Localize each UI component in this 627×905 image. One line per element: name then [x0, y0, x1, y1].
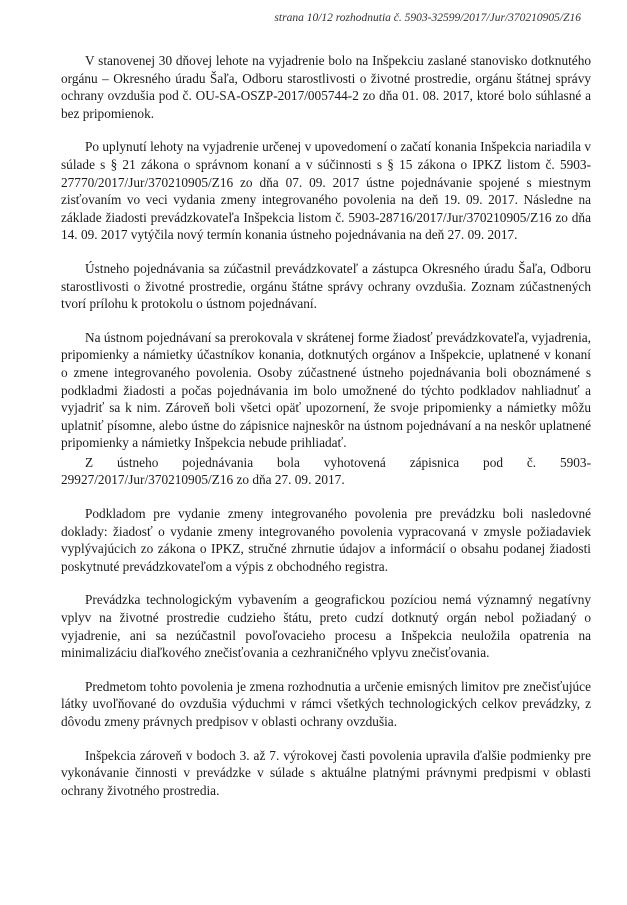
paragraph-additional-conditions: Inšpekcia zároveň v bodoch 3. až 7. výrokovej časti povolenia upravila ďalšie podmienky pre vykonávanie činnosti v prevádzke v súlade s aktuálne platnými právnymi predpismi v oblasti ochrany životného prostredia.: [61, 747, 591, 798]
paragraph-hearing-record: Z ústneho pojednávania bola vyhotovená zápisnica pod č. 5903-29927/2017/Jur/370210905/Z16 zo dňa 27. 09. 2017.: [61, 454, 591, 488]
page-header-reference: strana 10/12 rozhodnutia č. 5903-32599/2017/Jur/370210905/Z16: [274, 12, 581, 24]
paragraph-statement-received: V stanovenej 30 dňovej lehote na vyjadrenie bolo na Inšpekciu zaslané stanovisko dotknutého orgánu – Okresného úradu Šaľa, Odboru starostlivosti o životné prostredie, orgánu štátnej správy ochrany ovzdušia pod č. OU-SA-OSZP-2017/005744-2 zo dňa 01. 08. 2017, ktoré bolo súhlasné a bez pripomienok.: [61, 53, 591, 121]
paragraph-permit-subject: Predmetom tohto povolenia je zmena rozhodnutia a určenie emisných limitov pre znečisťujúce látky uvoľňované do ovzdušia výduchmi v rámci všetkých technologických celkov prevádzky, z dôvodu zmeny právnych predpisov v oblasti ochrany ovzdušia.: [61, 678, 591, 729]
paragraph-hearing-participants: Ústneho pojednávania sa zúčastnil prevádzkovateľ a zástupca Okresného úradu Šaľa, Odboru starostlivosti o životné prostredie, orgánu štátne správy ochrany ovzdušia. Zoznam zúčastnených tvorí prílohu k protokolu o ústnom pojednávaní.: [61, 260, 591, 312]
paragraph-transboundary-impact: Prevádzka technologickým vybavením a geografickou pozíciou nemá významný negatívny vplyv na životné prostredie cudzieho štátu, preto cudzí dotknutý orgán nebol požiadaný o vyjadrenie, ani sa nezúčastnil povoľovacieho procesu a Inšpekcia neuložila opatrenia na minimalizáciu diaľkového znečisťovania a cezhraničného vplyvu znečisťovania.: [61, 592, 591, 661]
paragraph-hearing-ordered: Po uplynutí lehoty na vyjadrenie určenej v upovedomení o začatí konania Inšpekcia nariadila v súlade s § 21 zákona o správnom konaní a v súčinnosti s § 15 zákona o IPKZ listom č. 5903-27770/2017/Jur/370210905/Z16 zo dňa 07. 09. 2017 ústne pojednávanie spojené s miestnym zisťovaním vo veci vydania zmeny integrovaného povolenia na deň 19. 09. 2017. Následne na základe žiadosti prevádzkovateľa Inšpekcia listom č. 5903-28716/2017/Jur/370210905/Z16 zo dňa 14. 09. 2017 vytýčila nový termín konania ústneho pojednávania na deň 27. 09. 2017.: [61, 139, 591, 243]
paragraph-supporting-documents: Podkladom pre vydanie zmeny integrovaného povolenia pre prevádzku boli nasledovné doklady: žiadosť o vydanie zmeny integrovaného povolenia vypracovaná v zmysle požiadaviek vyplývajúcich zo zákona o IPKZ, stručné zhrnutie údajov a informácií o obsahu podanej žiadosti poskytnuté prevádzkovateľom a výpis z obchodného registra.: [61, 506, 591, 574]
paragraph-hearing-discussion: Na ústnom pojednávaní sa prerokovala v skrátenej forme žiadosť prevádzkovateľa, vyjadrenia, pripomienky a námietky účastníkov konania, dotknutých orgánov a Inšpekcie, uplatnené v konaní o zmene integrovaného povolenia. Osoby zúčastnené ústneho pojednávania boli oboznámené s podkladmi žiadosti a počas pojednávania im bolo umožnené do týchto podkladov nahliadnuť a vyjadriť sa k nim. Zároveň boli všetci opäť upozornení, že svoje pripomienky a námietky môžu uplatniť písomne, alebo ústne do zápisnice najneskôr na ústnom pojednávaní a na neskôr uplatnené pripomienky a námietky Inšpekcia nebude prihliadať.: [61, 329, 591, 451]
document-body: [61, 52, 591, 815]
